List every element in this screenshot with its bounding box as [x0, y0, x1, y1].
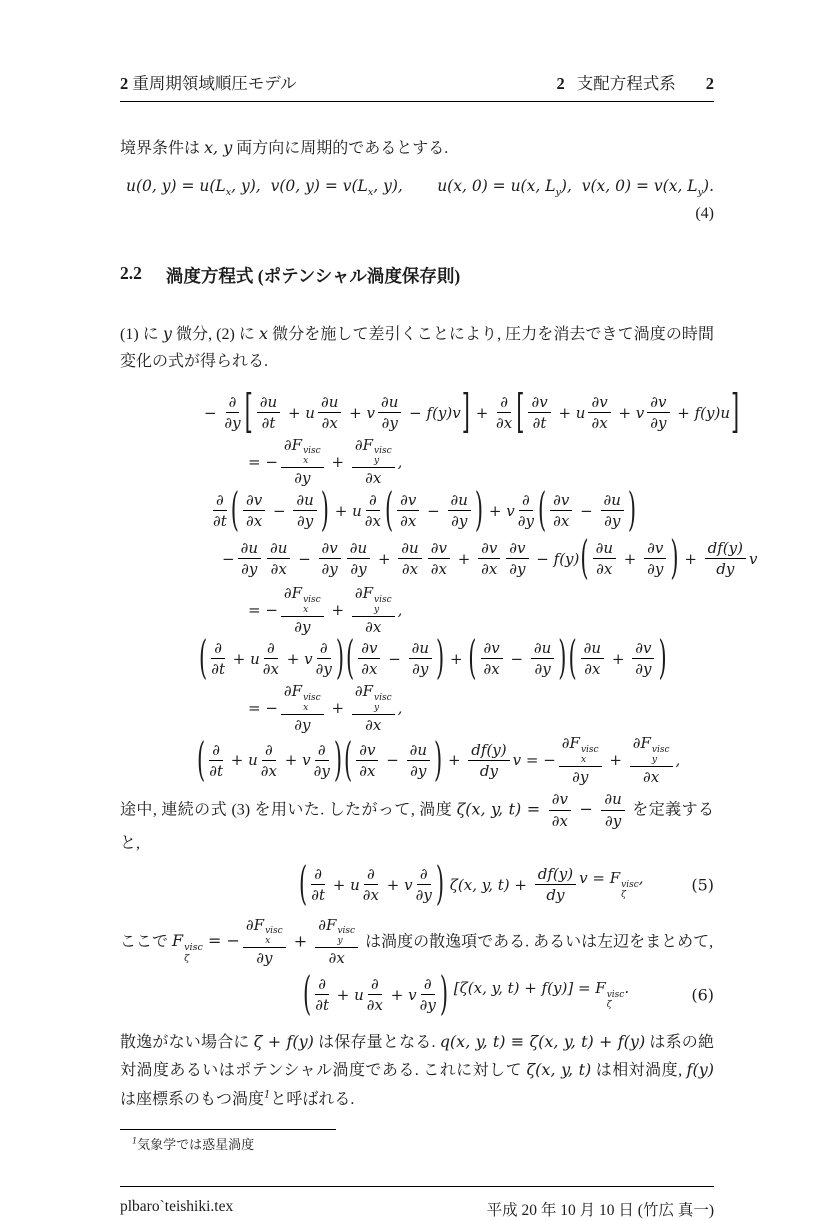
equation-5: (5) ( $\frac{\partial}{\partial t}$ + u $\frac{\partial}{\partial x}$ + v $\frac{\partial}{\partial y}$ ) ζ(x, y, t) + $\frac{df(y)}{dy}$ v = F visc ζ ,	[299, 857, 714, 910]
section-heading	[120, 263, 714, 288]
page-number: 2	[705, 74, 714, 93]
page-header	[120, 70, 714, 102]
equation-line-c1: ( $\frac{\partial}{\partial t}$ + u $\frac{\partial}{\partial x}$ + v $\frac{\partial}{\partial y}$ ) ( $\frac{\partial v}{\partial x}$ − $\frac{\partial u}{\partial y}$ ) + ( $\frac{\partial v}{\partial x}$ − $\frac{\partial u}{\partial y}$ ) ( $\frac{\partial u}{\partial x}$ + $\frac{\partial v}{\partial y}$ )	[199, 631, 667, 685]
footnote-rule	[120, 1129, 336, 1130]
paragraph-dissipation-term: ここで F visc ζ = − ∂F visc x ∂y + ∂F visc y ∂x は渦度の散逸項である. あるいは左辺をまとめて,	[120, 915, 714, 968]
equation-5-number: (5)	[691, 875, 714, 895]
paragraph-potential-vorticity: 散逸がない場合に ζ + f(y) は保存量となる. q(x, y, t) ≡ ζ(x, y, t) + f(y) は系の絶対渦度あるいはポテンシャル渦度である. これに対して ζ(x, y, t) は相対渦度, f(y) は座標系のもつ渦度$^1$と呼ばれる.	[120, 1031, 714, 1108]
paragraph-vorticity-definition: 途中, 連続の式 (3) を用いた. したがって, 渦度 ζ(x, y, t) = $\frac{\partial v}{\partial x}$ − $\frac{\partial u}{\partial y}$ を定義すると,	[120, 790, 714, 853]
equation-line-d: ( $\frac{\partial}{\partial t}$ + u $\frac{\partial}{\partial x}$ + v $\frac{\partial}{\partial y}$ ) ( $\frac{\partial v}{\partial x}$ − $\frac{\partial u}{\partial y}$ ) + $\frac{df(y)}{dy}$ v = − ∂F visc x ∂y + ∂F visc y ∂x ,	[197, 732, 681, 787]
equation-line-a1: − $\frac{\partial}{\partial y}$ [ $\frac{\partial u}{\partial t}$ + u $\frac{\partial u}{\partial x}$ + v $\frac{\partial u}{\partial y}$ − f(y)v ] + $\frac{\partial}{\partial x}$ [ $\frac{\partial v}{\partial t}$ + u $\frac{\partial v}{\partial x}$ + v $\frac{\partial v}{\partial y}$ + f(y)u ]	[204, 385, 740, 438]
equation-line-c2: = − ∂F visc x ∂y + ∂F visc y ∂x ,	[248, 681, 403, 734]
paragraph-intro: (1) に y 微分, (2) に x 微分を施して差引くことにより, 圧力を消去できて渦度の時間変化の式が得られる.	[120, 323, 714, 371]
paragraph-boundary-condition: 境界条件は x, y 両方向に周期的であるとする.	[120, 138, 449, 157]
equation-line-a2: = − ∂F visc x ∂y + ∂F visc y ∂x ,	[248, 435, 403, 488]
equation-4-number: (4)	[695, 204, 714, 222]
footer-date: 平成 20 年 10 月 10 日 (竹広 真一)	[486, 1201, 714, 1219]
equation-6-number: (6)	[691, 985, 714, 1005]
footer-filename: plbaro`teishiki.tex	[120, 1197, 234, 1215]
header-left-section-number: 2	[120, 74, 129, 93]
section-number: 2.2	[120, 262, 142, 283]
header-right	[557, 70, 715, 94]
equation-6: (6) ( $\frac{\partial}{\partial t}$ + u $\frac{\partial}{\partial x}$ + v $\frac{\partial}{\partial y}$ ) [ζ(x, y, t) + f(y)] = F visc ζ .	[303, 967, 714, 1021]
equation-line-b3: = − ∂F visc x ∂y + ∂F visc y ∂x ,	[248, 583, 403, 636]
equation-4: u(0, $y) = u(L_x$, y), v(0, $y) = v(L_x$, y), u(x, 0) = u(x, $L_y$), v(x, 0) = v(x, $L_y$).	[126, 176, 714, 199]
section-title: 渦度方程式 (ポテンシャル渦度保存則)	[165, 265, 461, 286]
page-footer	[120, 1187, 714, 1220]
header-left-text: 重周期領域順圧モデル	[128, 74, 297, 93]
header-right-text: 支配方程式系	[576, 74, 676, 93]
footnote: $^1$気象学では惑星渦度	[132, 1136, 255, 1153]
equation-line-b2: − $\frac{\partial u}{\partial y}$ $\frac{\partial u}{\partial x}$ − $\frac{\partial v}{\partial y}$ $\frac{\partial u}{\partial y}$ + $\frac{\partial u}{\partial x}$ $\frac{\partial v}{\partial x}$ + $\frac{\partial v}{\partial x}$ $\frac{\partial v}{\partial y}$ − f(y) ( $\frac{\partial u}{\partial x}$ + $\frac{\partial v}{\partial y}$ ) + $\frac{df(y)}{dy}$ v	[222, 531, 758, 585]
equation-line-b1: $\frac{\partial}{\partial t}$ ( $\frac{\partial v}{\partial x}$ − $\frac{\partial u}{\partial y}$ ) + u $\frac{\partial}{\partial x}$ ( $\frac{\partial v}{\partial x}$ − $\frac{\partial u}{\partial y}$ ) + v $\frac{\partial}{\partial y}$ ( $\frac{\partial v}{\partial x}$ − $\frac{\partial u}{\partial y}$ )	[213, 483, 637, 537]
header-right-section-number: 2	[556, 74, 565, 93]
header-left-title	[120, 70, 297, 94]
